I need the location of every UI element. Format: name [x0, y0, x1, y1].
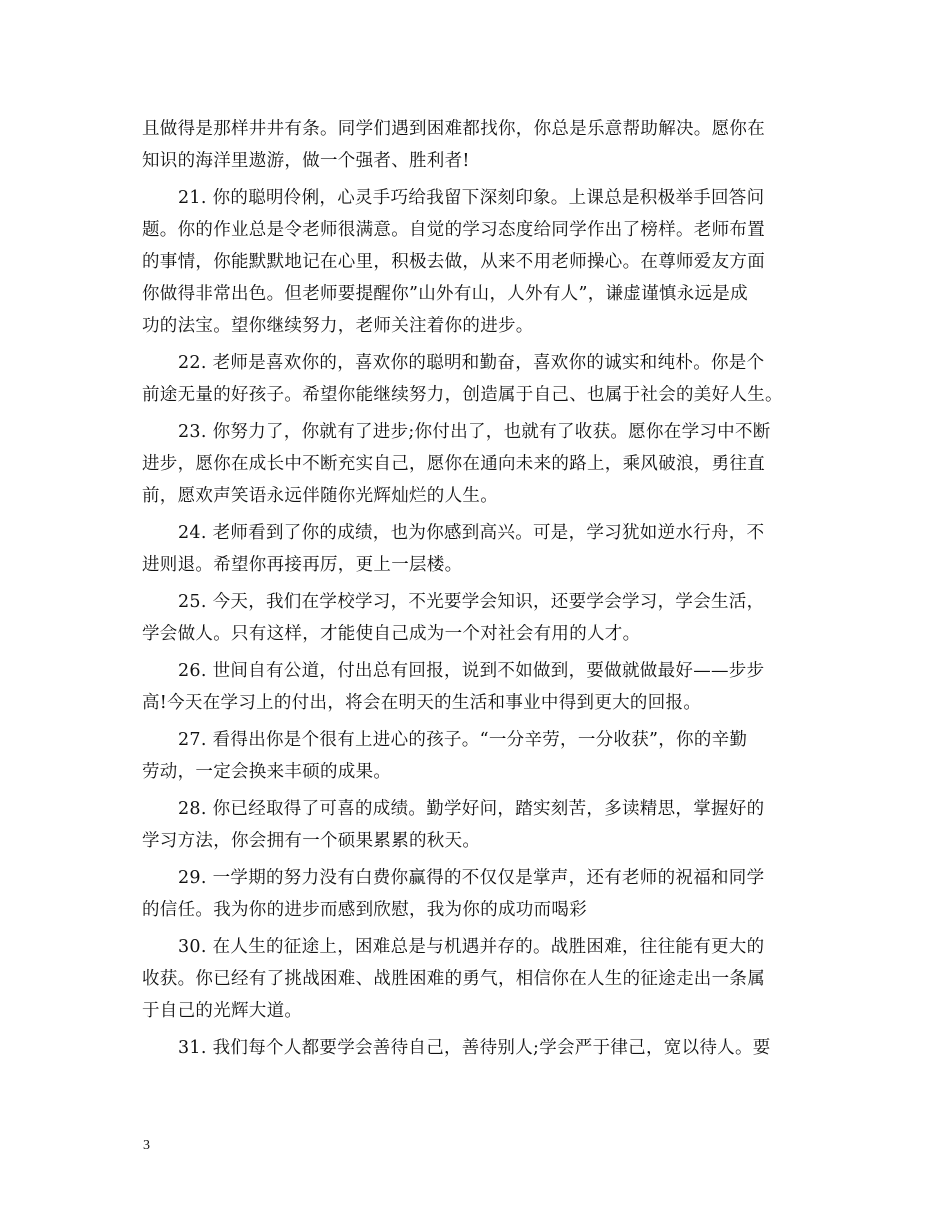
text-line: 的信任。我为你的进步而感到欣慰，我为你的成功而喝彩	[142, 900, 587, 920]
paragraph-29-start: 29. 一学期的努力没有白费你赢得的不仅仅是掌声，还有老师的祝福和同学	[178, 868, 765, 888]
text-line: 高!今天在学习上的付出，将会在明天的生活和事业中得到更大的回报。	[142, 693, 702, 713]
paragraph-26-start: 26. 世间自有公道，付出总有回报，说到不如做到，要做就做最好——步步	[178, 661, 765, 681]
text-line: 劳动，一定会换来丰硕的成果。	[142, 762, 392, 782]
paragraph-21-start: 21. 你的聪明伶俐，心灵手巧给我留下深刻印象。上课总是积极举手回答问	[178, 188, 765, 208]
text-line: 前，愿欢声笑语永远伴随你光辉灿烂的人生。	[142, 486, 498, 506]
text-line: 的事情，你能默默地记在心里，积极去做，从来不用老师操心。在尊师爱友方面	[142, 252, 765, 272]
text-line: 你做得非常出色。但老师要提醒你”山外有山，人外有人”，谦虚谨慎永远是成	[142, 284, 748, 304]
paragraph-24-start: 24. 老师看到了你的成绩，也为你感到高兴。可是，学习犹如逆水行舟，不	[178, 523, 765, 543]
paragraph-27-start: 27. 看得出你是个很有上进心的孩子。“一分辛劳，一分收获”，你的辛勤	[178, 730, 748, 750]
paragraph-30-start: 30. 在人生的征途上，困难总是与机遇并存的。战胜困难，往往能有更大的	[178, 937, 765, 957]
paragraph-22-start: 22. 老师是喜欢你的，喜欢你的聪明和勤奋，喜欢你的诚实和纯朴。你是个	[178, 353, 765, 373]
document-body	[142, 113, 810, 1064]
paragraph-28-start: 28. 你已经取得了可喜的成绩。勤学好问，踏实刻苦，多读精思，掌握好的	[178, 799, 765, 819]
text-line: 知识的海洋里遨游，做一个强者、胜利者!	[142, 151, 470, 171]
text-line: 于自己的光辉大道。	[142, 1001, 303, 1021]
paragraph-23-start: 23. 你努力了，你就有了进步;你付出了，也就有了收获。愿你在学习中不断	[178, 422, 771, 442]
text-line: 功的法宝。望你继续努力，老师关注着你的进步。	[142, 316, 534, 336]
text-line: 收获。你已经有了挑战困难、战胜困难的勇气，相信你在人生的征途走出一条属	[142, 969, 765, 989]
text-line: 学习方法，你会拥有一个硕果累累的秋天。	[142, 831, 481, 851]
paragraph-25-start: 25. 今天，我们在学校学习，不光要学会知识，还要学会学习，学会生活，	[178, 592, 765, 612]
text-line: 进步，愿你在成长中不断充实自己，愿你在通向未来的路上，乘风破浪，勇往直	[142, 454, 765, 474]
text-line: 且做得是那样井井有条。同学们遇到困难都找你，你总是乐意帮助解决。愿你在	[142, 119, 765, 139]
text-line: 学会做人。只有这样，才能使自己成为一个对社会有用的人才。	[142, 624, 641, 644]
paragraph-31-start: 31. 我们每个人都要学会善待自己，善待别人;学会严于律己，宽以待人。要	[178, 1038, 771, 1058]
text-line: 进则退。希望你再接再厉，更上一层楼。	[142, 555, 463, 575]
text-line: 前途无量的好孩子。希望你能继续努力，创造属于自己、也属于社会的美好人生。	[142, 385, 783, 405]
text-line: 题。你的作业总是令老师很满意。自觉的学习态度给同学作出了榜样。老师布置	[142, 220, 765, 240]
page-number: 3	[143, 1138, 150, 1153]
